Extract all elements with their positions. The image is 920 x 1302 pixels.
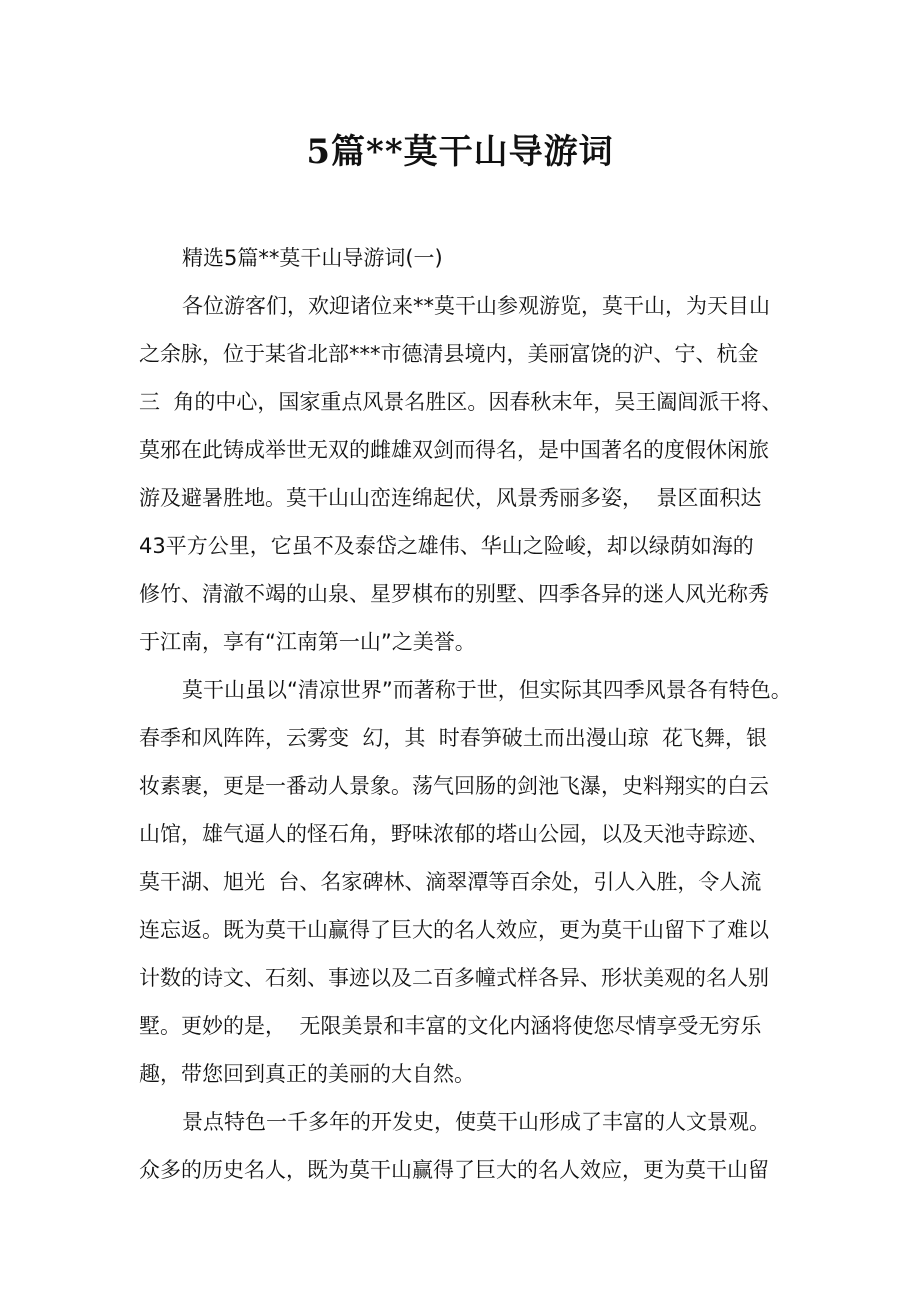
paragraph-line: 三 角的中心，国家重点风景名胜区。因春秋末年，吴王阖闾派干将、: [139, 390, 783, 414]
paragraph-line: 43平方公里，它虽不及泰岱之雄伟、华山之险峻，却以绿荫如海的: [139, 534, 754, 558]
paragraph-line: 于江南，享有“江南第一山”之美誉。: [139, 630, 476, 654]
paragraph-line: 春季和风阵阵，云雾变 幻，其 时春笋破土而出漫山琼 花飞舞，银: [139, 726, 768, 750]
paragraph-line: 莫邪在此铸成举世无双的雌雄双剑而得名，是中国著名的度假休闲旅: [139, 438, 769, 462]
paragraph-line: 景点特色一千多年的开发史，使莫干山形成了丰富的人文景观。: [182, 1110, 770, 1134]
paragraph-line: 妆素裹，更是一番动人景象。荡气回肠的剑池飞瀑，史料翔实的白云: [139, 774, 769, 798]
paragraph-line: 莫干山虽以“清凉世界”而著称于世，但实际其四季风景各有特色。: [182, 678, 792, 702]
paragraph-line: 莫干湖、旭光 台、名家碑林、滴翠潭等百余处，引人入胜，令人流: [139, 870, 762, 894]
paragraph-line: 各位游客们，欢迎诸位来**莫干山参观游览，莫干山，为天目山: [182, 294, 770, 318]
section-heading: 精选5篇**莫干山导游词(一): [182, 246, 443, 270]
paragraph-line: 游及避暑胜地。莫干山山峦连绵起伏，风景秀丽多姿， 景区面积达: [139, 486, 762, 510]
document-title: 5篇**莫干山导游词: [306, 132, 614, 172]
paragraph-line: 之余脉，位于某省北部***市德清县境内，美丽富饶的沪、宁、杭金: [139, 342, 759, 366]
paragraph-line: 山馆，雄气逼人的怪石角，野味浓郁的塔山公园，以及天池寺踪迹、: [139, 822, 769, 846]
paragraph-line: 众多的历史名人，既为莫干山赢得了巨大的名人效应，更为莫干山留: [139, 1158, 769, 1182]
paragraph-line: 趣，带您回到真正的美丽的大自然。: [139, 1062, 475, 1086]
paragraph-line: 连忘返。既为莫干山赢得了巨大的名人效应，更为莫干山留下了难以: [139, 918, 769, 942]
paragraph-line: 墅。更妙的是， 无限美景和丰富的文化内涵将使您尽情享受无穷乐: [139, 1014, 762, 1038]
paragraph-line: 修竹、清澈不竭的山泉、星罗棋布的别墅、四季各异的迷人风光称秀: [139, 582, 769, 606]
paragraph-line: 计数的诗文、石刻、事迹以及二百多幢式样各异、形状美观的名人别: [139, 966, 769, 990]
